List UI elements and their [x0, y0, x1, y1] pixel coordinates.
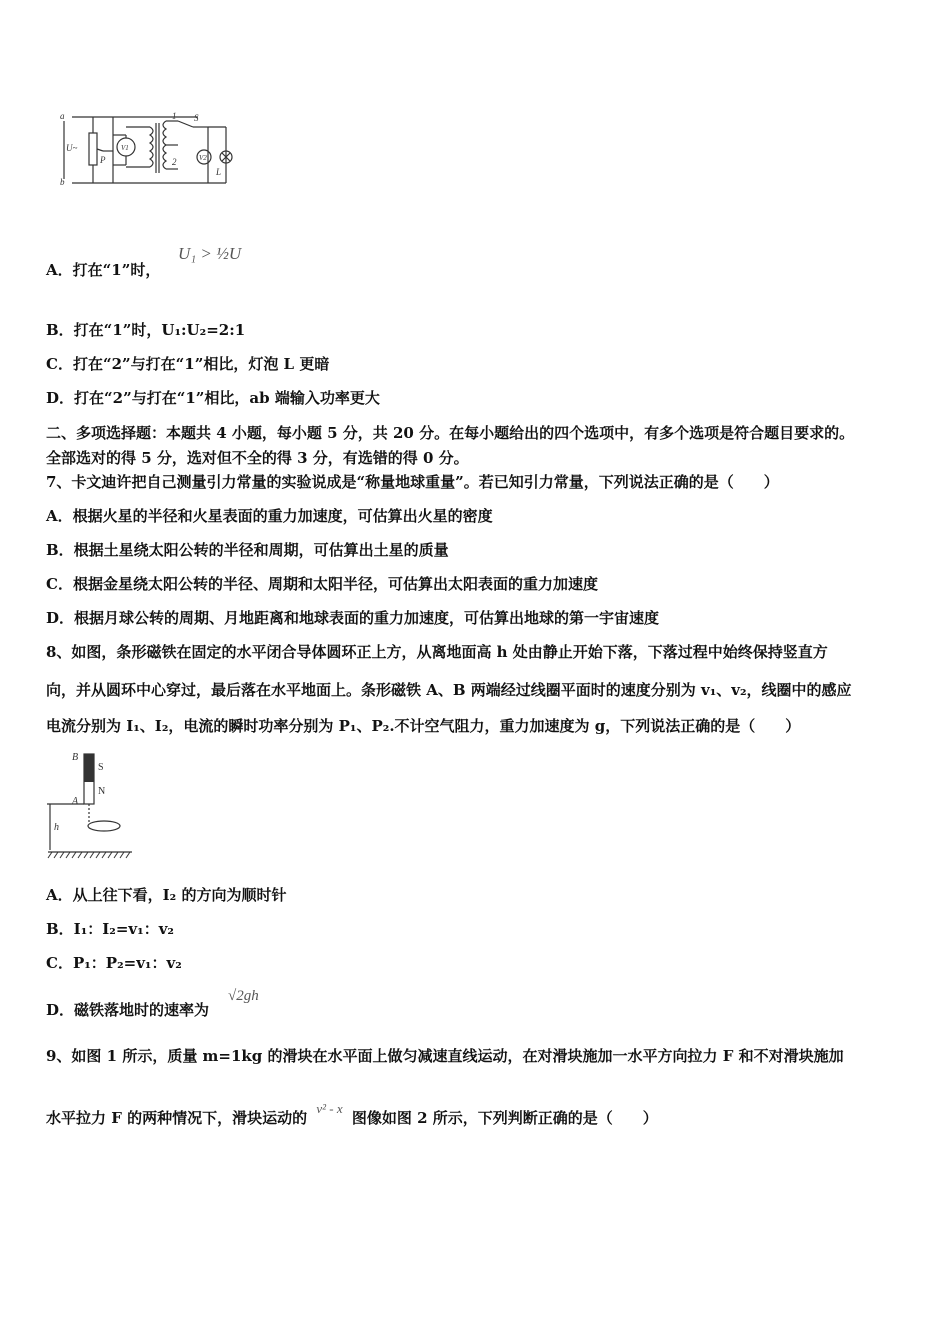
label-V2: V2	[199, 154, 207, 162]
q7-option-a: A．根据火星的半径和火星表面的重力加速度，可估算出火星的密度	[46, 507, 493, 525]
q8-option-d: D．磁铁落地时的速率为	[46, 1001, 210, 1019]
q8-option-a: A．从上往下看，I₂ 的方向为顺时针	[46, 886, 287, 904]
q8-option-d-formula: √2gh	[228, 988, 259, 1004]
q8-option-b: B．I₁：I₂=v₁：v₂	[46, 920, 174, 938]
label-S: S	[194, 113, 199, 123]
label-N-pole: N	[98, 786, 106, 797]
label-P: P	[100, 155, 106, 165]
q8-stem-line1: 8、如图，条形磁铁在固定的水平闭合导体圆环正上方，从离地面高 h 处由静止开始下落，下落过程中始终保持竖直方	[46, 643, 828, 661]
label-L: L	[216, 167, 222, 177]
q6-option-b: B．打在“1”时，U₁:U₂=2:1	[46, 321, 246, 339]
label-U: U~	[66, 143, 78, 153]
section2-header-line2: 全部选对的得 5 分，选对但不全的得 3 分，有选错的得 0 分。	[46, 449, 469, 467]
label-h: h	[54, 822, 59, 833]
transformer-circuit-diagram	[58, 105, 238, 190]
q7-option-c: C．根据金星绕太阳公转的半径、周期和太阳半径，可估算出太阳表面的重力加速度	[46, 575, 598, 593]
q9-stem-line2-prefix: 水平拉力 F 的两种情况下，滑块运动的	[46, 1109, 308, 1127]
label-A: A	[72, 796, 79, 807]
section2-header-line1: 二、多项选择题：本题共 4 小题，每小题 5 分，共 20 分。在每小题给出的四个选项中，有多个选项是符合题目要求的。	[46, 424, 855, 442]
q6-option-c: C．打在“2”与打在“1”相比，灯泡 L 更暗	[46, 355, 330, 373]
q7-option-d: D．根据月球公转的周期、月地距离和地球表面的重力加速度，可估算出地球的第一宇宙速度	[46, 609, 660, 627]
label-S-pole: S	[98, 762, 104, 773]
label-V1: V1	[121, 144, 129, 152]
q6-option-a-formula: U₁ > ½U	[178, 244, 242, 263]
q9-stem-line2-suffix: 图像如图 2 所示，下列判断正确的是（ ）	[351, 1109, 658, 1127]
q8-stem-line2: 向，并从圆环中心穿过，最后落在水平地面上。条形磁铁 A、B 两端经过线圈平面时的速度分别为 v₁、v₂，线圈中的感应	[46, 681, 852, 699]
label-B: B	[72, 752, 79, 763]
q8-stem-line3: 电流分别为 I₁、I₂，电流的瞬时功率分别为 P₁、P₂.不计空气阻力，重力加速度为 g，下列说法正确的是（ ）	[46, 717, 801, 735]
label-a: a	[60, 111, 65, 121]
q7-stem: 7、卡文迪许把自己测量引力常量的实验说成是“称量地球重量”。若已知引力常量，下列说法正确的是（ ）	[46, 473, 779, 491]
q7-option-b: B．根据土星绕太阳公转的半径和周期，可估算出土星的质量	[46, 541, 449, 559]
label-b: b	[60, 177, 65, 187]
q9-v2-x-formula: v² - x	[316, 1101, 343, 1116]
label-1: 1	[172, 111, 177, 121]
q8-option-c: C．P₁：P₂=v₁：v₂	[46, 954, 182, 972]
q6-option-a	[46, 260, 160, 280]
q9-stem-line2	[46, 1101, 658, 1129]
label-2: 2	[172, 157, 177, 167]
q6-option-d: D．打在“2”与打在“1”相比，ab 端输入功率更大	[46, 389, 380, 407]
magnet-ring-diagram	[44, 748, 144, 866]
q6-option-a-text: A．打在“1”时，	[46, 261, 161, 279]
q9-stem-line1: 9、如图 1 所示，质量 m=1kg 的滑块在水平面上做匀减速直线运动，在对滑块施加一水平方向拉力 F 和不对滑块施加	[46, 1047, 844, 1065]
